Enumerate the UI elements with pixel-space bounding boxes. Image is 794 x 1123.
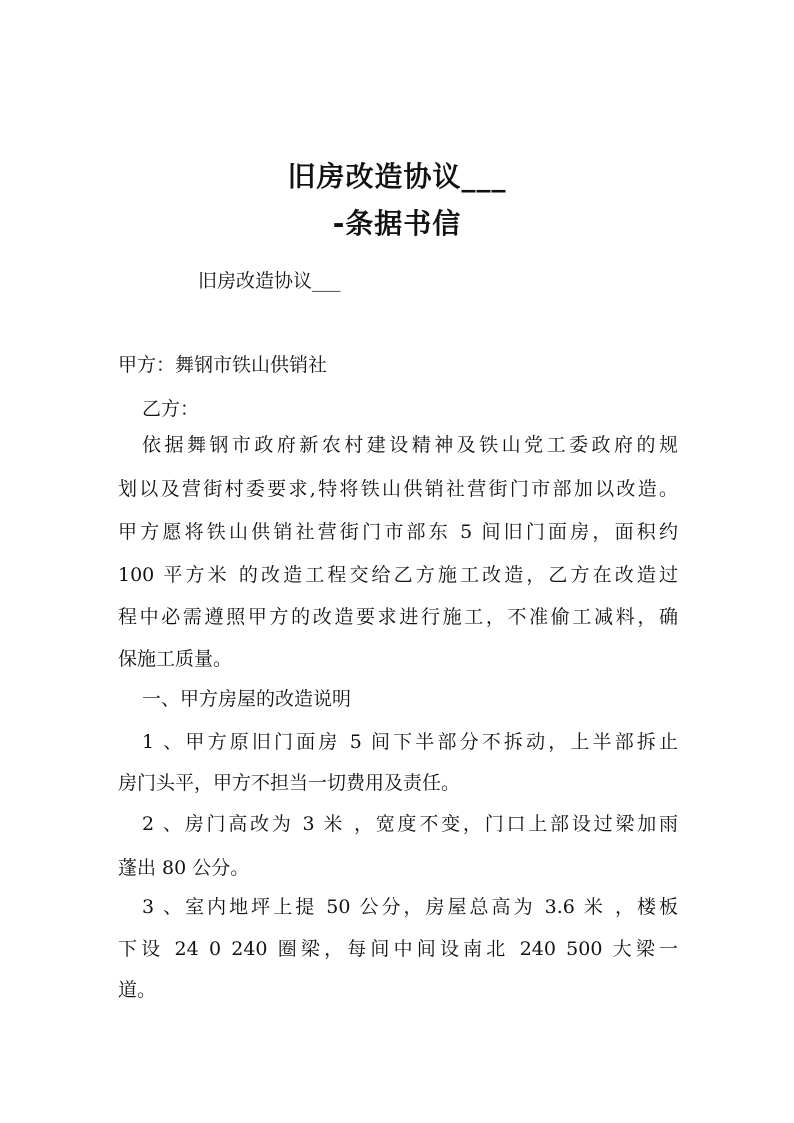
body-line: 依据舞钢市政府新农村建设精神及铁山党工委政府的规: [142, 434, 678, 456]
document-subtitle: 旧房改造协议___: [198, 270, 341, 292]
clause-line: 道。: [118, 979, 157, 1001]
body-line: 保施工质量。: [118, 648, 233, 670]
body-line: 程中必需遵照甲方的改造要求进行施工，不准偷工减料，确: [118, 606, 678, 628]
clause-line: 3 、室内地坪上提 50 公分，房屋总高为 3.6 米 ，楼板: [142, 896, 678, 918]
clause-line: 1 、甲方原旧门面房 5 间下半部分不拆动，上半部拆止: [142, 731, 678, 753]
clause-line: 2 、房门高改为 3 米 ，宽度不变，门口上部设过梁加雨: [142, 813, 678, 835]
clause-line: 房门头平，甲方不担当一切费用及责任。: [118, 772, 461, 794]
party-b-line: 乙方：: [142, 398, 200, 420]
document-title: 旧房改造协议___: [287, 160, 507, 193]
body-line: 甲方愿将铁山供销社营街门市部东 5 间旧门面房，面积约: [118, 521, 678, 543]
body-line: 100 平方米 的改造工程交给乙方施工改造，乙方在改造过: [118, 564, 678, 586]
clause-line: 蓬出 80 公分。: [118, 857, 250, 879]
clause-line: 下设 24 0 240 圈梁，每间中间设南北 240 500 大梁一: [118, 938, 678, 960]
party-a-line: 甲方：舞钢市铁山供销社: [118, 354, 328, 376]
section-heading: 一、甲方房屋的改造说明: [142, 688, 352, 710]
document-title-suffix: -条据书信: [332, 207, 462, 240]
body-line: 划以及营街村委要求,特将铁山供销社营街门市部加以改造。: [118, 478, 678, 500]
